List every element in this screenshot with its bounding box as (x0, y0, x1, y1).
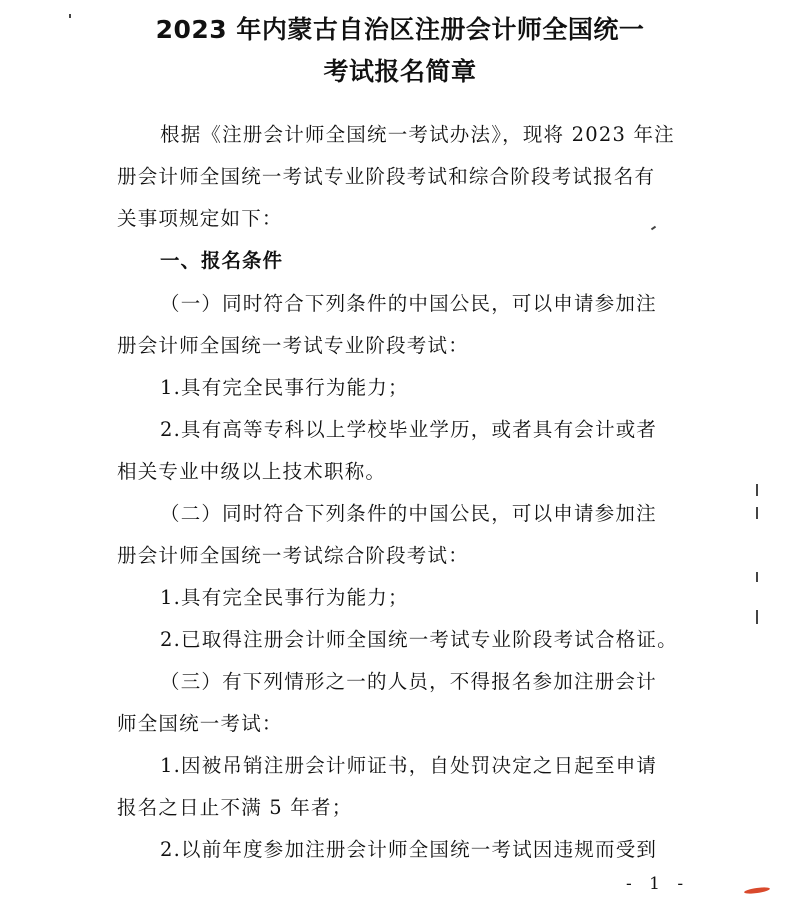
list-item-line: 2.已取得注册会计师全国统一考试专业阶段考试合格证。 (160, 628, 678, 651)
list-item-line: 2.具有高等专科以上学校毕业学历，或者具有会计或者 (160, 418, 658, 441)
document-title-line-2: 考试报名简章 (323, 57, 477, 86)
paragraph-line: 册会计师全国统一考试专业阶段考试： (117, 334, 469, 357)
scan-speck (756, 572, 758, 582)
section-heading: 一、报名条件 (160, 249, 284, 272)
document-title-line-1: 2023 年内蒙古自治区注册会计师全国统一 (155, 15, 645, 44)
page-number: - 1 - (626, 874, 690, 894)
paragraph-line: 册会计师全国统一考试综合阶段考试： (117, 544, 469, 567)
paragraph-line: 报名之日止不满 5 年者； (117, 796, 353, 819)
paragraph-line: （三）有下列情形之一的人员，不得报名参加注册会计 (160, 670, 657, 693)
paragraph-line: （二）同时符合下列条件的中国公民，可以申请参加注 (160, 502, 657, 525)
paragraph-line: 关事项规定如下： (117, 207, 283, 230)
scan-speck (756, 507, 758, 519)
paragraph-line: （一）同时符合下列条件的中国公民，可以申请参加注 (160, 292, 657, 315)
scan-speck (756, 610, 758, 624)
paragraph-line: 师全国统一考试： (117, 712, 283, 735)
scan-speck (756, 484, 758, 496)
paragraph-line: 册会计师全国统一考试专业阶段考试和综合阶段考试报名有 (117, 165, 656, 188)
scan-speck (69, 14, 71, 18)
list-item-line: 1.具有完全民事行为能力； (160, 376, 409, 399)
paragraph-line: 根据《注册会计师全国统一考试办法》，现将 2023 年注 (160, 123, 675, 146)
red-pen-mark (744, 886, 770, 895)
list-item-line: 1.因被吊销注册会计师证书，自处罚决定之日起至申请 (160, 754, 658, 777)
paragraph-line: 相关专业中级以上技术职称。 (117, 460, 387, 483)
scan-speck (651, 226, 656, 231)
list-item-line: 2.以前年度参加注册会计师全国统一考试因违规而受到 (160, 838, 658, 861)
list-item-line: 1.具有完全民事行为能力； (160, 586, 409, 609)
